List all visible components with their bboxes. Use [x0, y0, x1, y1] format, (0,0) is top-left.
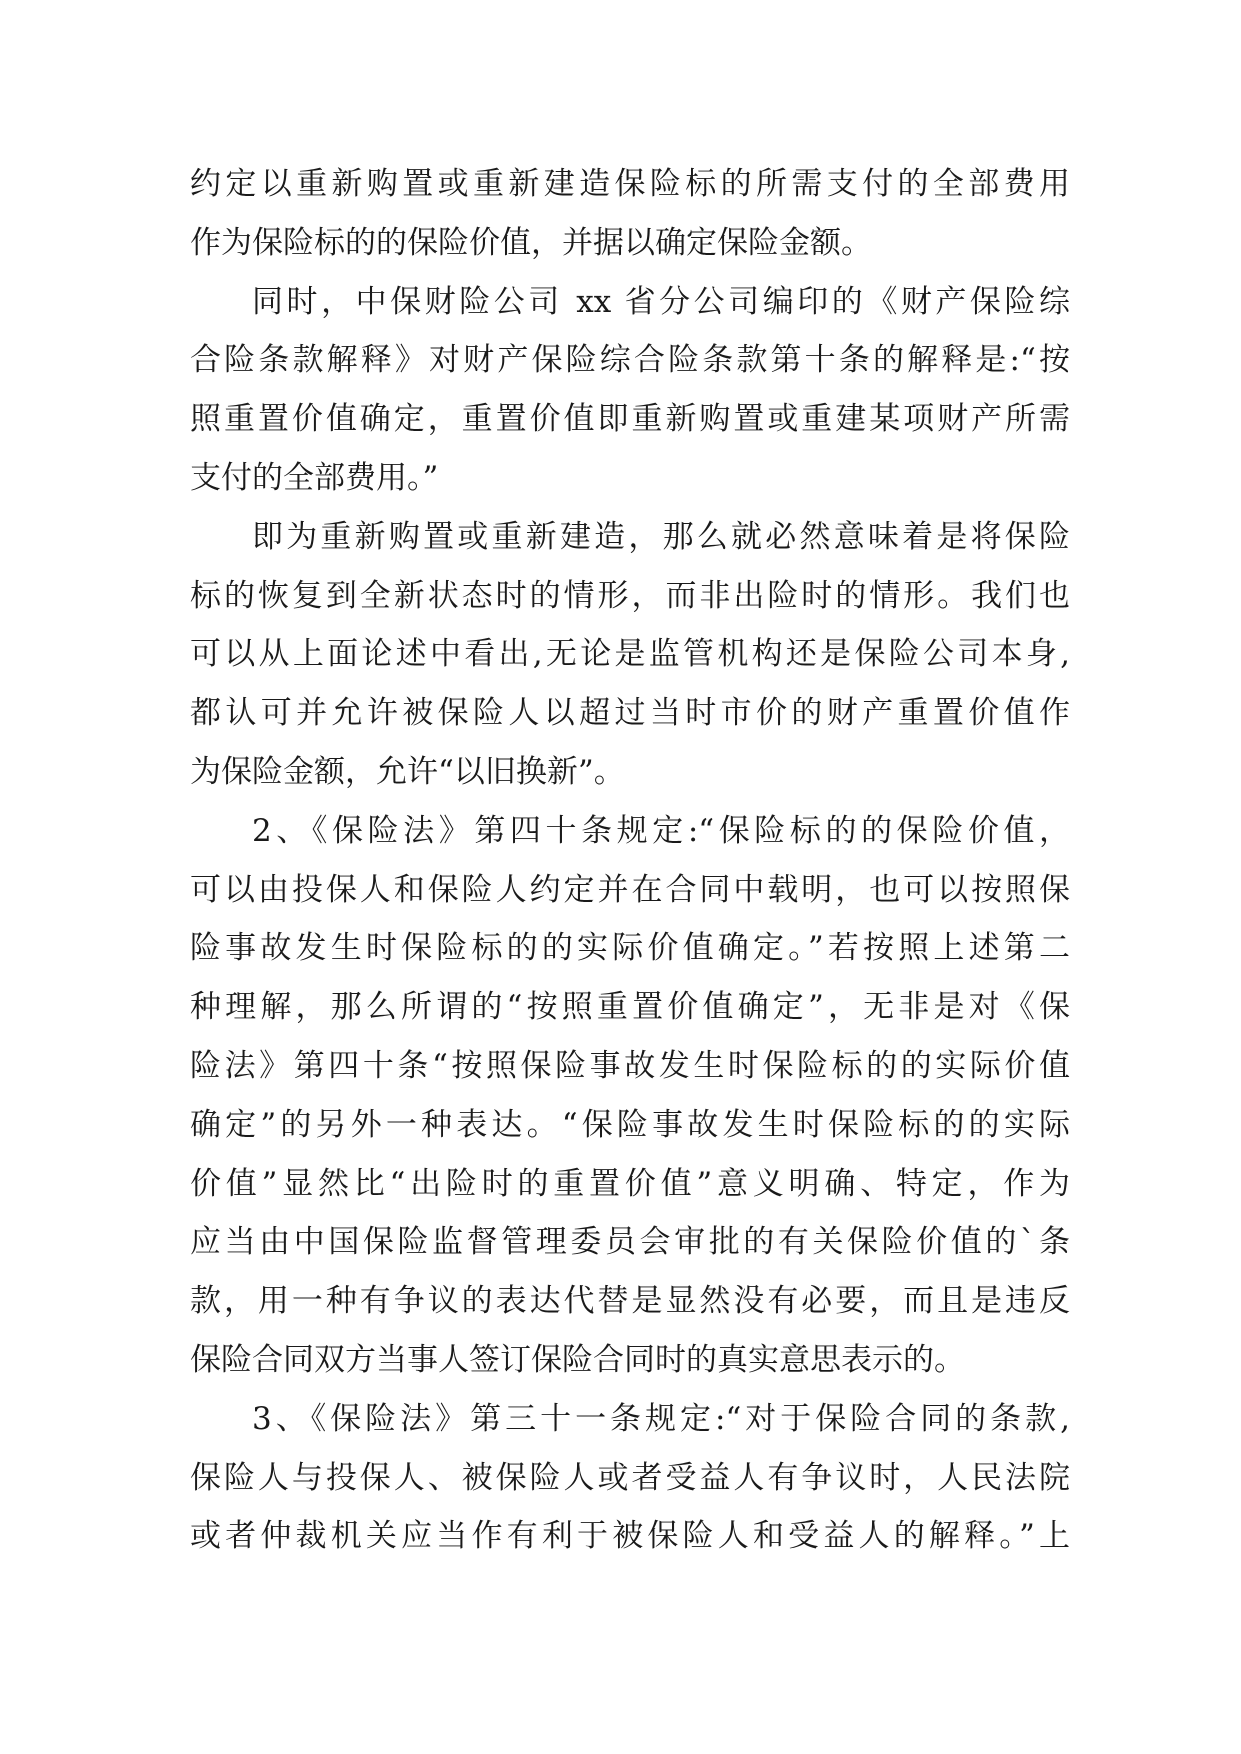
text-line: 应当由中国保险监督管理委员会审批的有关保险价值的`条 — [190, 1224, 1070, 1261]
text-line: 可以从上面论述中看出,无论是监管机构还是保险公司本身, — [190, 636, 1070, 673]
document-body — [190, 155, 1070, 1566]
text-line: 都认可并允许被保险人以超过当时市价的财产重置价值作 — [190, 695, 1070, 732]
text-line: 约定以重新购置或重新建造保险标的所需支付的全部费用 — [190, 166, 1070, 202]
text-line: 即为重新购置或重新建造，那么就必然意味着是将保险 — [252, 518, 1070, 555]
text-line: 或者仲裁机关应当作有利于被保险人和受益人的解释。”上 — [190, 1518, 1070, 1555]
text-line: 种理解，那么所谓的“按照重置价值确定”，无非是对《保 — [190, 989, 1070, 1026]
text-line: 保险人与投保人、被保险人或者受益人有争议时，人民法院 — [190, 1459, 1070, 1496]
text-line: 款，用一种有争议的表达代替是显然没有必要，而且是违反 — [190, 1283, 1070, 1320]
text-line: 照重置价值确定，重置价值即重新购置或重建某项财产所需 — [190, 401, 1070, 438]
text-line: 2、《保险法》第四十条规定:“保险标的的保险价值， — [252, 812, 1070, 849]
text-line: 合险条款解释》对财产保险综合险条款第十条的解释是:“按 — [190, 342, 1070, 379]
text-line: 同时，中保财险公司 xx 省分公司编印的《财产保险综 — [252, 283, 1070, 320]
text-line: 作为保险标的的保险价值，并据以确定保险金额。 — [190, 224, 872, 261]
text-line: 确定”的另外一种表达。“保险事故发生时保险标的的实际 — [190, 1106, 1070, 1143]
text-line: 价值”显然比“出险时的重置价值”意义明确、特定，作为 — [190, 1165, 1070, 1202]
text-line: 可以由投保人和保险人约定并在合同中载明，也可以按照保 — [190, 871, 1070, 908]
text-line: 支付的全部费用。” — [190, 459, 439, 496]
text-line: 险法》第四十条“按照保险事故发生时保险标的的实际价值 — [190, 1047, 1070, 1084]
text-line: 保险合同双方当事人签订保险合同时的真实意思表示的。 — [190, 1341, 965, 1378]
text-line: 险事故发生时保险标的的实际价值确定。”若按照上述第二 — [190, 930, 1070, 967]
text-line: 标的恢复到全新状态时的情形，而非出险时的情形。我们也 — [190, 577, 1070, 614]
text-line: 为保险金额，允许“以旧换新”。 — [190, 753, 625, 790]
text-line: 3、《保险法》第三十一条规定:“对于保险合同的条款, — [252, 1400, 1070, 1437]
